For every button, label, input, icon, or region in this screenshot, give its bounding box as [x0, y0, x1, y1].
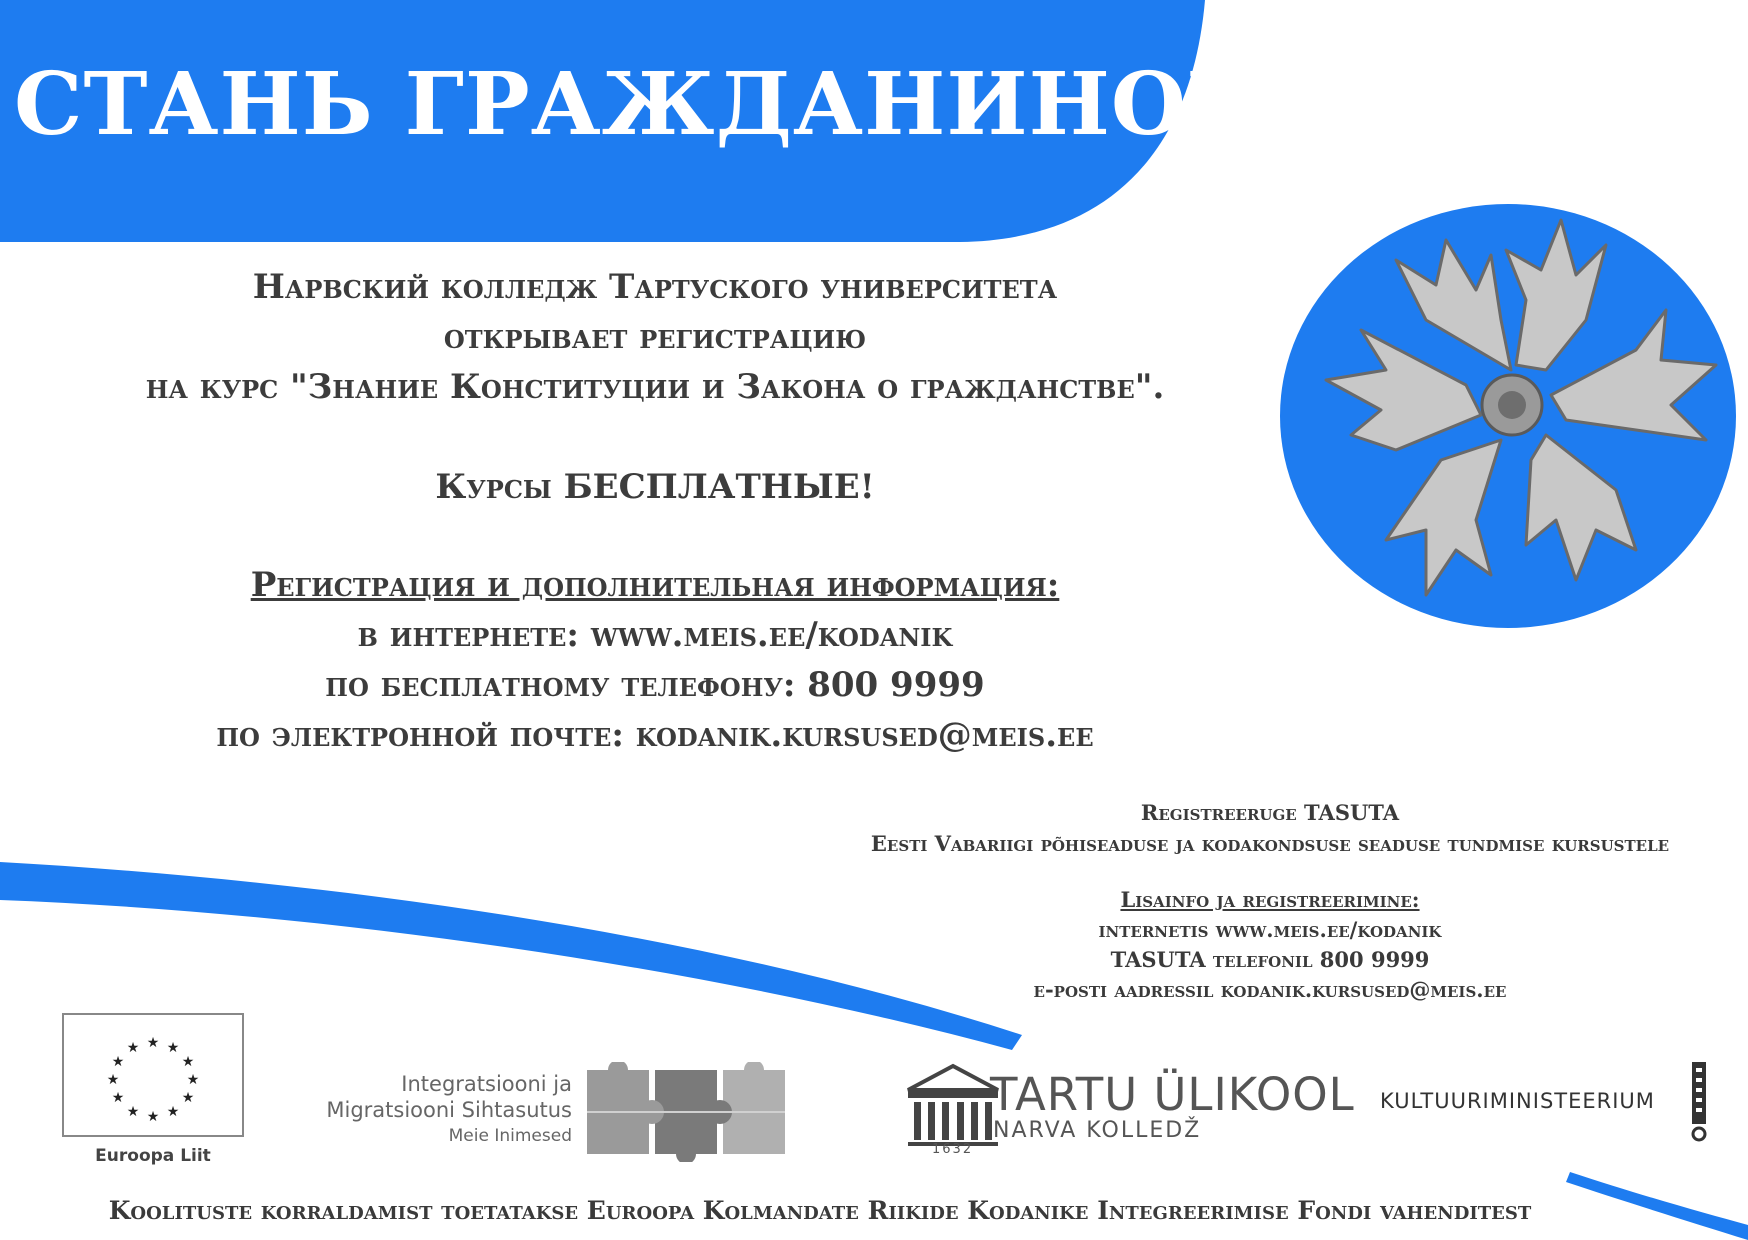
svg-text:★: ★: [106, 1072, 120, 1088]
free-courses-note: Курсы БЕСПЛАТНЫЕ!: [435, 467, 875, 507]
svg-text:★: ★: [126, 1040, 140, 1056]
contacts-ru: [60, 560, 1250, 760]
svg-text:★: ★: [146, 1035, 160, 1051]
email-link-et[interactable]: e-posti aadressil kodanik.kursused@meis.ee: [1033, 977, 1507, 1002]
svg-text:★: ★: [111, 1090, 125, 1106]
svg-text:★: ★: [181, 1090, 195, 1106]
ministry-of-culture-name: KULTUURIMINISTEERIUM: [1380, 1089, 1655, 1113]
info-title-et: Lisainfo ja registreerimine:: [1120, 887, 1420, 912]
course-name-et: Eesti Vabariigi põhiseaduse ja kodakondsuse seaduse tundmise kursustele: [870, 831, 1670, 856]
internet-link-et[interactable]: internetis www.meis.ee/kodanik: [1098, 917, 1442, 942]
course-announcement-ru: [60, 262, 1250, 412]
svg-text:★: ★: [111, 1054, 125, 1070]
announcement-line: открывает регистрацию: [443, 317, 867, 357]
svg-text:★: ★: [181, 1054, 195, 1070]
phone-number-et[interactable]: TASUTA telefonil 800 9999: [1110, 947, 1430, 972]
cornflower-emblem: [1276, 200, 1740, 632]
puzzle-icon: [585, 1062, 793, 1162]
svg-text:★: ★: [166, 1104, 180, 1120]
imss-line: Meie Inimesed: [448, 1126, 572, 1146]
imss-line: Migratsiooni Sihtasutus: [326, 1098, 572, 1122]
svg-text:★: ★: [146, 1109, 160, 1125]
svg-text:★: ★: [186, 1072, 200, 1088]
eu-flag-logo: [62, 1013, 244, 1137]
founding-year: 1632: [932, 1142, 974, 1157]
register-free-et: Registreeruge TASUTA: [1140, 800, 1400, 825]
course-announcement-et: [820, 797, 1720, 859]
tartu-university-name: TARTU ÜLIKOOL: [990, 1068, 1355, 1121]
imss-logo-text: [290, 1071, 572, 1149]
narva-college-name: NARVA KOLLEDŽ: [993, 1118, 1202, 1143]
ministry-emblem-icon: [1688, 1062, 1710, 1142]
svg-text:★: ★: [126, 1104, 140, 1120]
imss-line: Integratsiooni ja: [401, 1072, 572, 1096]
announcement-line: на курс "Знание Конституции и Закона о гражданстве".: [145, 367, 1165, 407]
phone-number[interactable]: по бесплатному телефону: 800 9999: [325, 665, 985, 705]
svg-text:★: ★: [166, 1040, 180, 1056]
contacts-et: [900, 885, 1640, 1005]
internet-link[interactable]: в интернете: www.meis.ee/kodanik: [357, 615, 953, 655]
announcement-line: Нарвский колледж Тартуского университета: [252, 267, 1058, 307]
funding-footer: Koolituste korraldamist toetatakse Euroopa Kolmandate Riikide Kodanike Integreerimise Fondi vahenditest: [108, 1196, 1532, 1225]
page-title: СТАНЬ ГРАЖДАНИНОМ!: [14, 54, 1322, 155]
registration-title: Регистрация и дополнительная информация:: [250, 565, 1060, 605]
eu-caption: Euroopa Liit: [95, 1146, 211, 1166]
email-link[interactable]: по электронной почте: kodanik.kursused@meis.ee: [216, 715, 1094, 755]
